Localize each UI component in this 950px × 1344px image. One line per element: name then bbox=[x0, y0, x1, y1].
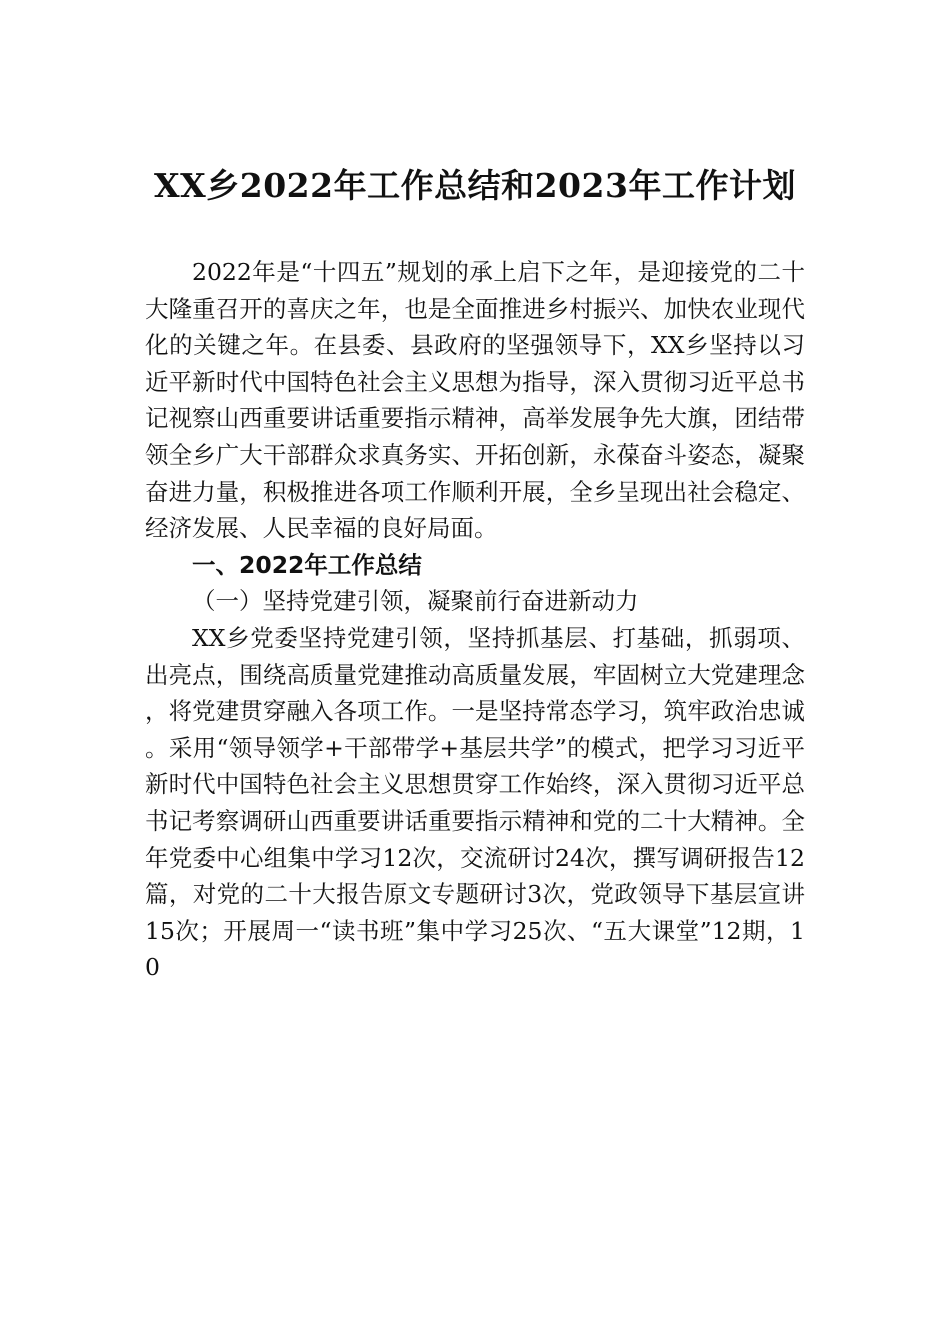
intro-paragraph: 2022年是“十四五”规划的承上启下之年，是迎接党的二十大隆重召开的喜庆之年，也是全面推进乡村振兴、加快农业现代化的关键之年。在县委、县政府的坚强领导下，XX乡坚持以习近平新时代中国特色社会主义思想为指导，深入贯彻习近平总书记视察山西重要讲话重要指示精神，高举发展争先大旗，团结带领全乡广大干部群众求真务实、开拓创新，永葆奋斗姿态，凝聚奋进力量，积极推进各项工作顺利开展，全乡呈现出社会稳定、经济发展、人民幸福的良好局面。 bbox=[145, 258, 805, 543]
subsection-heading: （一）坚持党建引领，凝聚前行奋进新动力 bbox=[192, 587, 639, 616]
document-body bbox=[145, 254, 805, 986]
document-title: XX乡2022年工作总结和2023年工作计划 bbox=[154, 166, 796, 205]
section-heading: 一、2022年工作总结 bbox=[192, 550, 422, 579]
body-paragraph: XX乡党委坚持党建引领，坚持抓基层、打基础，抓弱项、出亮点，围绕高质量党建推动高质量发展，牢固树立大党建理念，将党建贯穿融入各项工作。一是坚持常态学习，筑牢政治忠诚。采用“领导领学+干部带学+基层共学”的模式，把学习习近平新时代中国特色社会主义思想贯穿工作始终，深入贯彻习近平总书记考察调研山西重要讲话重要指示精神和党的二十大精神。全年党委中心组集中学习12次，交流研讨24次，撰写调研报告12篇，对党的二十大报告原文专题研讨3次，党政领导下基层宣讲15次；开展周一“读书班”集中学习25次、“五大课堂”12期，10 bbox=[145, 623, 805, 982]
